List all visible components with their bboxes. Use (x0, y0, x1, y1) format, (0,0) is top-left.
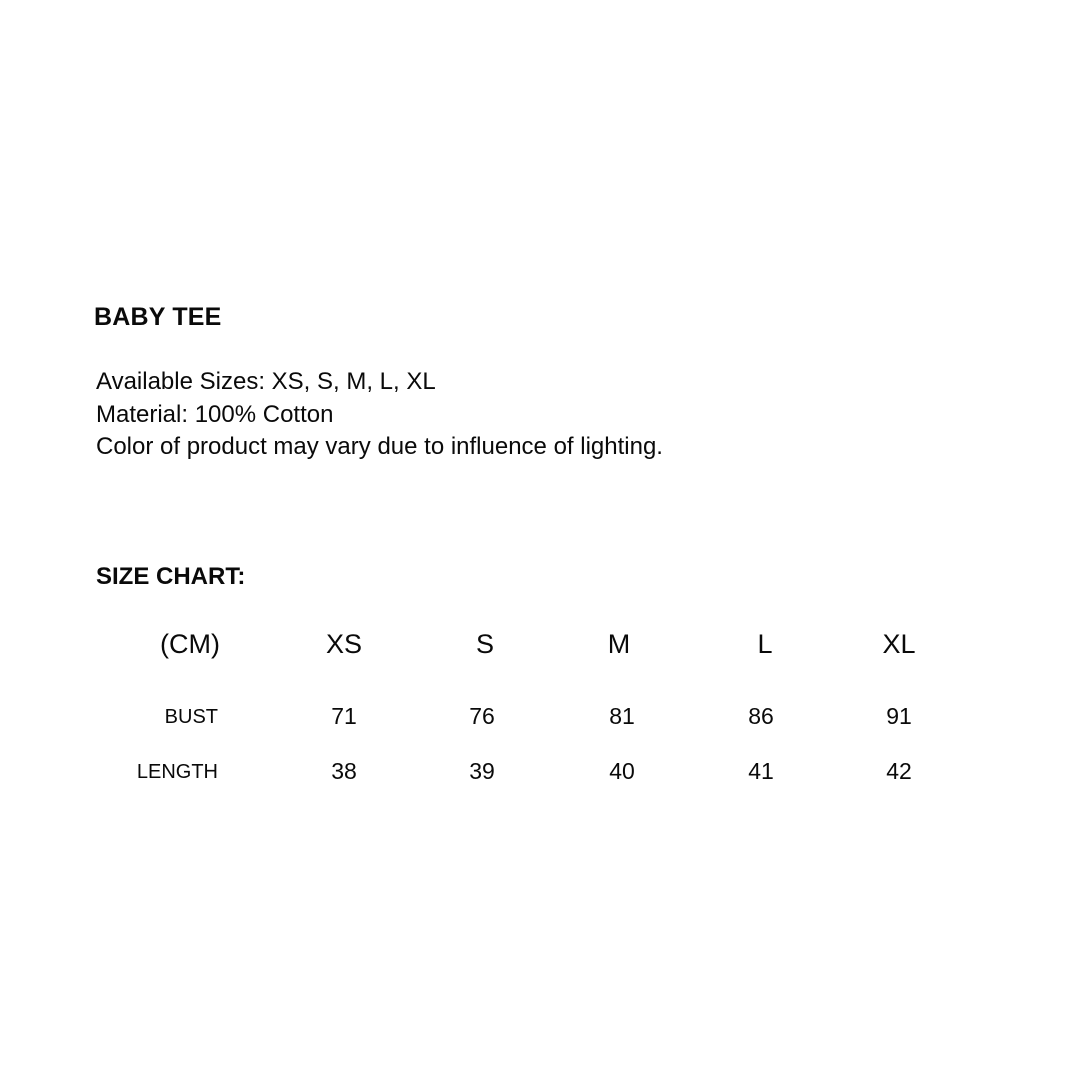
length-value-m: 40 (609, 758, 635, 784)
available-sizes-line: Available Sizes: XS, S, M, L, XL (96, 368, 436, 395)
length-value-xs: 38 (331, 758, 357, 784)
length-value-s: 39 (469, 758, 495, 784)
bust-value-m: 81 (609, 703, 635, 729)
size-chart-heading: SIZE CHART: (96, 563, 246, 590)
size-header-xs: XS (325, 629, 363, 659)
material-line: Material: 100% Cotton (96, 400, 334, 428)
color-disclaimer-line: Color of product may vary due to influence of lighting. (96, 433, 663, 460)
size-header-m: M (607, 629, 631, 659)
row-label-length: LENGTH (136, 761, 218, 783)
product-description (96, 366, 663, 464)
length-value-l: 41 (748, 758, 774, 784)
bust-value-xs: 71 (331, 703, 357, 729)
length-value-xl: 42 (886, 758, 912, 784)
bust-value-s: 76 (469, 703, 495, 729)
bust-value-xl: 91 (886, 703, 912, 729)
size-header-l: L (757, 629, 773, 659)
size-header-s: S (475, 629, 495, 659)
row-label-bust: BUST (164, 706, 218, 728)
unit-label: (CM) (160, 629, 220, 659)
product-title: BABY TEE (94, 303, 222, 331)
bust-value-l: 86 (748, 703, 774, 729)
size-header-xl: XL (882, 629, 916, 659)
